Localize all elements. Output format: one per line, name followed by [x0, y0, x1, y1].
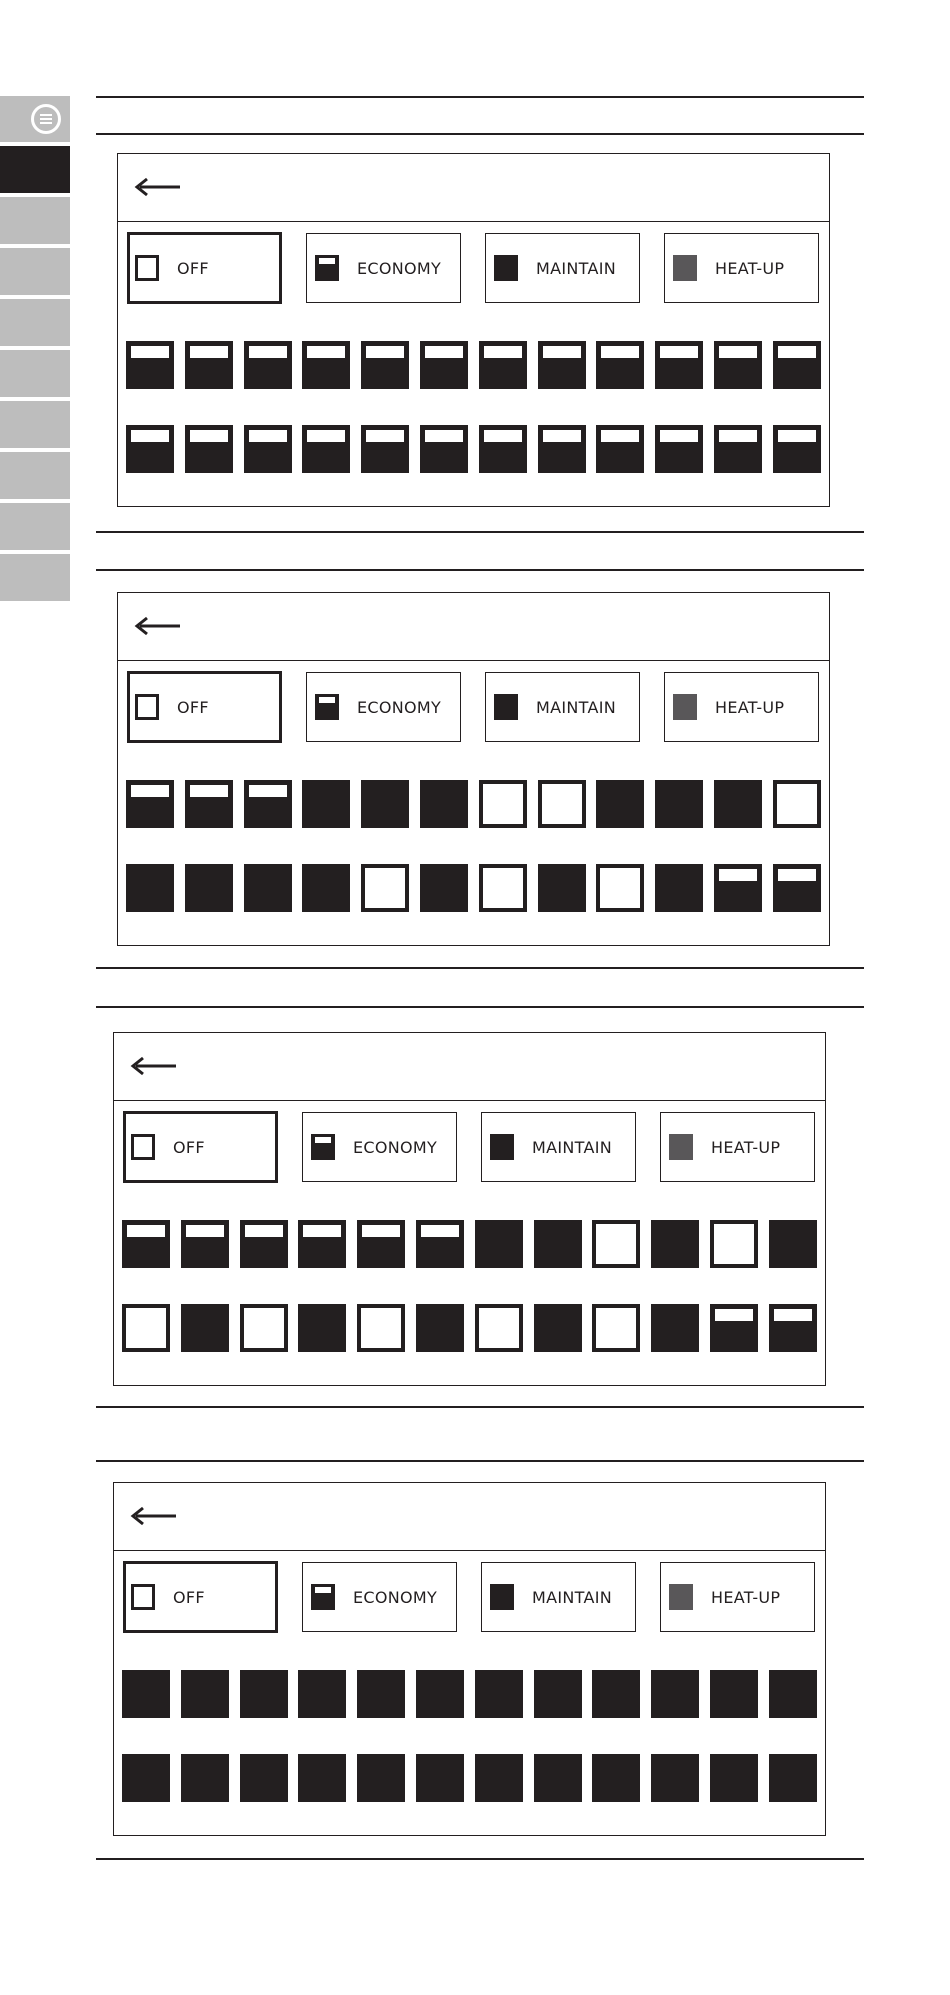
back-arrow-icon[interactable] [134, 176, 180, 198]
mode-label: OFF [177, 697, 209, 717]
schedule-cell-main[interactable] [475, 1220, 523, 1268]
schedule-cell-main[interactable] [534, 1754, 582, 1802]
sidebar-menu-tab[interactable] [0, 96, 70, 142]
schedule-cell-main[interactable] [769, 1220, 817, 1268]
schedule-cell-eco[interactable] [122, 1220, 170, 1268]
mode-button-off[interactable] [123, 1111, 278, 1183]
schedule-panel-3 [113, 1032, 826, 1386]
schedule-cell-eco[interactable] [240, 1220, 288, 1268]
back-arrow-icon[interactable] [134, 615, 180, 637]
schedule-cell-main[interactable] [126, 864, 174, 912]
schedule-cell-main[interactable] [416, 1754, 464, 1802]
schedule-cell-main[interactable] [475, 1754, 523, 1802]
schedule-cell-main[interactable] [181, 1670, 229, 1718]
divider [96, 1460, 864, 1462]
sidebar-tab-5[interactable] [0, 350, 70, 397]
schedule-cell-eco[interactable] [302, 341, 350, 389]
schedule-cell-main[interactable] [655, 864, 703, 912]
schedule-cell-main[interactable] [655, 780, 703, 828]
mode-button-off[interactable] [127, 671, 282, 743]
schedule-cell-off[interactable] [357, 1304, 405, 1352]
schedule-cell-eco[interactable] [479, 341, 527, 389]
schedule-cell-off[interactable] [773, 780, 821, 828]
schedule-cell-off[interactable] [538, 780, 586, 828]
back-arrow-icon[interactable] [130, 1055, 176, 1077]
mode-swatch-eco-icon [315, 255, 339, 281]
schedule-cell-off[interactable] [596, 864, 644, 912]
schedule-cell-off[interactable] [361, 864, 409, 912]
sidebar-tab-6[interactable] [0, 401, 70, 448]
mode-selector [123, 1112, 823, 1184]
schedule-cell-off[interactable] [592, 1220, 640, 1268]
schedule-cell-main[interactable] [651, 1220, 699, 1268]
mode-button-main[interactable] [481, 1562, 636, 1632]
schedule-cell-main[interactable] [298, 1670, 346, 1718]
schedule-row [122, 1670, 822, 1720]
schedule-cell-main[interactable] [357, 1670, 405, 1718]
schedule-cell-eco[interactable] [655, 341, 703, 389]
schedule-cell-main[interactable] [416, 1304, 464, 1352]
sidebar-tab-2[interactable] [0, 197, 70, 244]
schedule-row [126, 864, 826, 914]
mode-button-off[interactable] [127, 232, 282, 304]
schedule-cell-eco[interactable] [185, 341, 233, 389]
schedule-cell-main[interactable] [298, 1304, 346, 1352]
mode-label: MAINTAIN [532, 1137, 613, 1157]
schedule-cell-main[interactable] [420, 864, 468, 912]
mode-swatch-heat-icon [673, 694, 697, 720]
schedule-cell-main[interactable] [592, 1754, 640, 1802]
panel-header [118, 593, 829, 661]
panel-header [114, 1483, 825, 1551]
schedule-panel-2 [117, 592, 830, 946]
mode-label: MAINTAIN [532, 1587, 613, 1607]
mode-swatch-heat-icon [669, 1134, 693, 1160]
mode-label: HEAT-UP [715, 258, 785, 278]
mode-selector [123, 1562, 823, 1634]
schedule-cell-main[interactable] [769, 1754, 817, 1802]
schedule-row [126, 341, 826, 391]
schedule-row [122, 1220, 822, 1270]
schedule-cell-main[interactable] [240, 1754, 288, 1802]
schedule-cell-off[interactable] [710, 1220, 758, 1268]
schedule-cell-main[interactable] [416, 1670, 464, 1718]
mode-swatch-eco-icon [311, 1584, 335, 1610]
schedule-cell-eco[interactable] [655, 425, 703, 473]
mode-label: ECONOMY [357, 258, 442, 278]
schedule-cell-eco[interactable] [126, 341, 174, 389]
schedule-row [122, 1754, 822, 1804]
schedule-row [126, 425, 826, 475]
schedule-cell-eco[interactable] [769, 1304, 817, 1352]
menu-icon [31, 104, 61, 134]
schedule-cell-eco[interactable] [596, 425, 644, 473]
mode-button-eco[interactable] [306, 672, 461, 742]
schedule-cell-eco[interactable] [126, 425, 174, 473]
schedule-cell-eco[interactable] [185, 425, 233, 473]
mode-swatch-main-icon [494, 694, 518, 720]
schedule-cell-eco[interactable] [302, 425, 350, 473]
mode-selector [127, 233, 827, 305]
sidebar-tab-7[interactable] [0, 452, 70, 499]
schedule-cell-off[interactable] [479, 864, 527, 912]
divider [96, 133, 864, 135]
mode-button-eco[interactable] [306, 233, 461, 303]
schedule-cell-eco[interactable] [361, 425, 409, 473]
divider [96, 96, 864, 98]
schedule-cell-main[interactable] [534, 1220, 582, 1268]
mode-swatch-main-icon [494, 255, 518, 281]
mode-label: OFF [177, 258, 209, 278]
mode-button-main[interactable] [481, 1112, 636, 1182]
mode-button-main[interactable] [485, 233, 640, 303]
mode-button-heat[interactable] [664, 233, 819, 303]
schedule-cell-eco[interactable] [126, 780, 174, 828]
schedule-cell-main[interactable] [475, 1670, 523, 1718]
mode-button-main[interactable] [485, 672, 640, 742]
schedule-cell-eco[interactable] [773, 864, 821, 912]
schedule-cell-off[interactable] [479, 780, 527, 828]
schedule-cell-eco[interactable] [538, 341, 586, 389]
mode-label: MAINTAIN [536, 697, 617, 717]
schedule-row [122, 1304, 822, 1354]
schedule-panel-1 [117, 153, 830, 507]
sidebar-tab-3[interactable] [0, 248, 70, 295]
mode-swatch-main-icon [490, 1584, 514, 1610]
mode-swatch-heat-icon [669, 1584, 693, 1610]
mode-label: MAINTAIN [536, 258, 617, 278]
schedule-cell-main[interactable] [302, 780, 350, 828]
mode-label: HEAT-UP [715, 697, 785, 717]
schedule-cell-main[interactable] [181, 1304, 229, 1352]
schedule-cell-eco[interactable] [357, 1220, 405, 1268]
divider [96, 531, 864, 533]
schedule-cell-eco[interactable] [181, 1220, 229, 1268]
mode-swatch-heat-icon [673, 255, 697, 281]
schedule-cell-eco[interactable] [185, 780, 233, 828]
sidebar-tab-8[interactable] [0, 503, 70, 550]
mode-label: ECONOMY [357, 697, 442, 717]
mode-button-heat[interactable] [660, 1562, 815, 1632]
mode-label: HEAT-UP [711, 1587, 781, 1607]
mode-swatch-eco-icon [315, 694, 339, 720]
schedule-panel-4 [113, 1482, 826, 1836]
mode-swatch-off-icon [131, 1584, 155, 1610]
mode-label: ECONOMY [353, 1587, 438, 1607]
back-arrow-icon[interactable] [130, 1505, 176, 1527]
sidebar [0, 96, 70, 605]
schedule-cell-off[interactable] [240, 1304, 288, 1352]
schedule-cell-main[interactable] [651, 1670, 699, 1718]
schedule-cell-off[interactable] [475, 1304, 523, 1352]
schedule-cell-eco[interactable] [773, 341, 821, 389]
schedule-cell-eco[interactable] [714, 341, 762, 389]
schedule-cell-main[interactable] [538, 864, 586, 912]
schedule-cell-main[interactable] [710, 1670, 758, 1718]
divider [96, 1406, 864, 1408]
schedule-cell-main[interactable] [357, 1754, 405, 1802]
mode-swatch-eco-icon [311, 1134, 335, 1160]
mode-button-eco[interactable] [302, 1562, 457, 1632]
schedule-cell-main[interactable] [651, 1754, 699, 1802]
schedule-row [126, 780, 826, 830]
panel-header [114, 1033, 825, 1101]
sidebar-tab-1[interactable] [0, 146, 70, 193]
mode-swatch-off-icon [135, 694, 159, 720]
mode-button-off[interactable] [123, 1561, 278, 1633]
mode-label: ECONOMY [353, 1137, 438, 1157]
divider [96, 1858, 864, 1860]
schedule-cell-main[interactable] [420, 780, 468, 828]
schedule-cell-main[interactable] [244, 864, 292, 912]
mode-button-heat[interactable] [664, 672, 819, 742]
schedule-cell-eco[interactable] [714, 425, 762, 473]
mode-label: OFF [173, 1137, 205, 1157]
schedule-cell-main[interactable] [302, 864, 350, 912]
schedule-cell-main[interactable] [769, 1670, 817, 1718]
mode-swatch-off-icon [131, 1134, 155, 1160]
schedule-cell-main[interactable] [710, 1754, 758, 1802]
schedule-cell-eco[interactable] [596, 341, 644, 389]
schedule-cell-main[interactable] [534, 1304, 582, 1352]
mode-label: HEAT-UP [711, 1137, 781, 1157]
schedule-cell-main[interactable] [181, 1754, 229, 1802]
sidebar-tab-4[interactable] [0, 299, 70, 346]
schedule-cell-eco[interactable] [244, 425, 292, 473]
schedule-cell-eco[interactable] [538, 425, 586, 473]
schedule-cell-eco[interactable] [714, 864, 762, 912]
schedule-cell-eco[interactable] [420, 341, 468, 389]
schedule-cell-main[interactable] [651, 1304, 699, 1352]
schedule-cell-off[interactable] [122, 1304, 170, 1352]
schedule-cell-eco[interactable] [710, 1304, 758, 1352]
mode-swatch-main-icon [490, 1134, 514, 1160]
schedule-cell-eco[interactable] [361, 341, 409, 389]
schedule-cell-main[interactable] [596, 780, 644, 828]
schedule-cell-eco[interactable] [298, 1220, 346, 1268]
sidebar-tab-9[interactable] [0, 554, 70, 601]
divider [96, 967, 864, 969]
schedule-cell-eco[interactable] [773, 425, 821, 473]
mode-label: OFF [173, 1587, 205, 1607]
schedule-cell-eco[interactable] [416, 1220, 464, 1268]
mode-button-eco[interactable] [302, 1112, 457, 1182]
schedule-cell-main[interactable] [240, 1670, 288, 1718]
schedule-cell-eco[interactable] [244, 341, 292, 389]
divider [96, 1006, 864, 1008]
schedule-cell-eco[interactable] [244, 780, 292, 828]
schedule-cell-main[interactable] [122, 1754, 170, 1802]
schedule-cell-main[interactable] [714, 780, 762, 828]
mode-swatch-off-icon [135, 255, 159, 281]
schedule-cell-main[interactable] [185, 864, 233, 912]
schedule-cell-main[interactable] [592, 1670, 640, 1718]
panel-header [118, 154, 829, 222]
divider [96, 569, 864, 571]
mode-button-heat[interactable] [660, 1112, 815, 1182]
schedule-cell-eco[interactable] [479, 425, 527, 473]
schedule-cell-main[interactable] [361, 780, 409, 828]
schedule-cell-main[interactable] [298, 1754, 346, 1802]
schedule-cell-main[interactable] [122, 1670, 170, 1718]
mode-selector [127, 672, 827, 744]
schedule-cell-eco[interactable] [420, 425, 468, 473]
schedule-cell-off[interactable] [592, 1304, 640, 1352]
schedule-cell-main[interactable] [534, 1670, 582, 1718]
